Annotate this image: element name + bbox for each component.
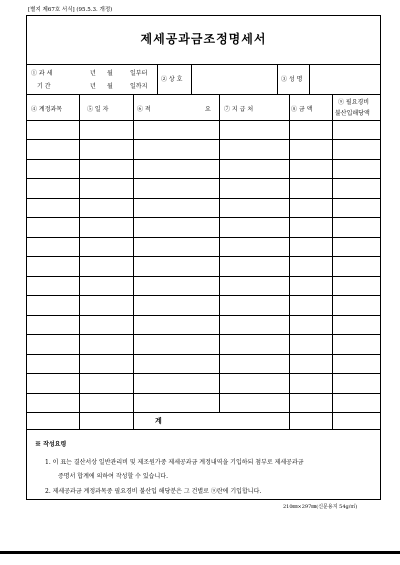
divider	[157, 64, 158, 94]
divider	[289, 94, 290, 429]
trade-name-label: ② 상 호	[161, 76, 183, 83]
notes-heading: ※ 작성요령	[35, 441, 67, 448]
col-summary: ⑥ 적	[137, 106, 151, 113]
form-title: 제세공과금조정명세서	[140, 32, 267, 46]
to-day: 일까지	[130, 83, 148, 90]
header-top-border	[27, 64, 380, 65]
paper-spec: 210㎜×297㎜(신문용지 54g/㎡)	[283, 504, 358, 510]
form-reference: [별지 제67호 서식] (95.5.3. 개정)	[28, 7, 113, 13]
col-amount: ⑧ 금 액	[291, 106, 313, 113]
divider	[332, 94, 333, 429]
divider	[79, 94, 80, 429]
col-summary-2: 요	[205, 106, 211, 113]
name-label: ③ 성 명	[281, 76, 303, 83]
note-1-line-2: 증명서 합계에 의하여 작성할 수 있습니다.	[58, 473, 168, 480]
col-excluded-2: 불산입해당액	[335, 110, 370, 117]
total-row-top	[27, 412, 380, 413]
from-year: 년	[90, 70, 96, 77]
bottom-bar	[0, 551, 400, 554]
divider	[133, 94, 134, 429]
divider	[219, 94, 220, 412]
col-payee: ⑦ 지 급 처	[224, 106, 254, 113]
divider	[191, 64, 192, 94]
total-row-bottom	[27, 429, 380, 430]
note-2: 2. 제세공과금 계정과목중 필요경비 불산입 해당분은 그 건별로 ⑨란에 기입합니다.	[45, 488, 262, 495]
form-frame	[26, 15, 381, 500]
total-label: 계	[155, 416, 162, 425]
col-date: ⑤ 일 자	[87, 106, 109, 113]
divider	[309, 64, 310, 94]
from-month: 월	[107, 70, 113, 77]
note-1-line-1: 1. 이 표는 결산서상 일반관리비 및 제조원가중 제세공과금 계정내역을 기입하되 첨부로 제세공과금	[45, 459, 304, 466]
to-month: 월	[107, 83, 113, 90]
col-excluded: ⑨ 필요경비	[338, 99, 370, 106]
to-year: 년	[90, 83, 96, 90]
col-account: ④ 계정과목	[31, 106, 63, 113]
from-day: 일부터	[130, 70, 148, 77]
period-label: ① 과 세	[31, 70, 53, 77]
divider	[277, 64, 278, 94]
period-label-2: 기 간	[37, 83, 51, 90]
